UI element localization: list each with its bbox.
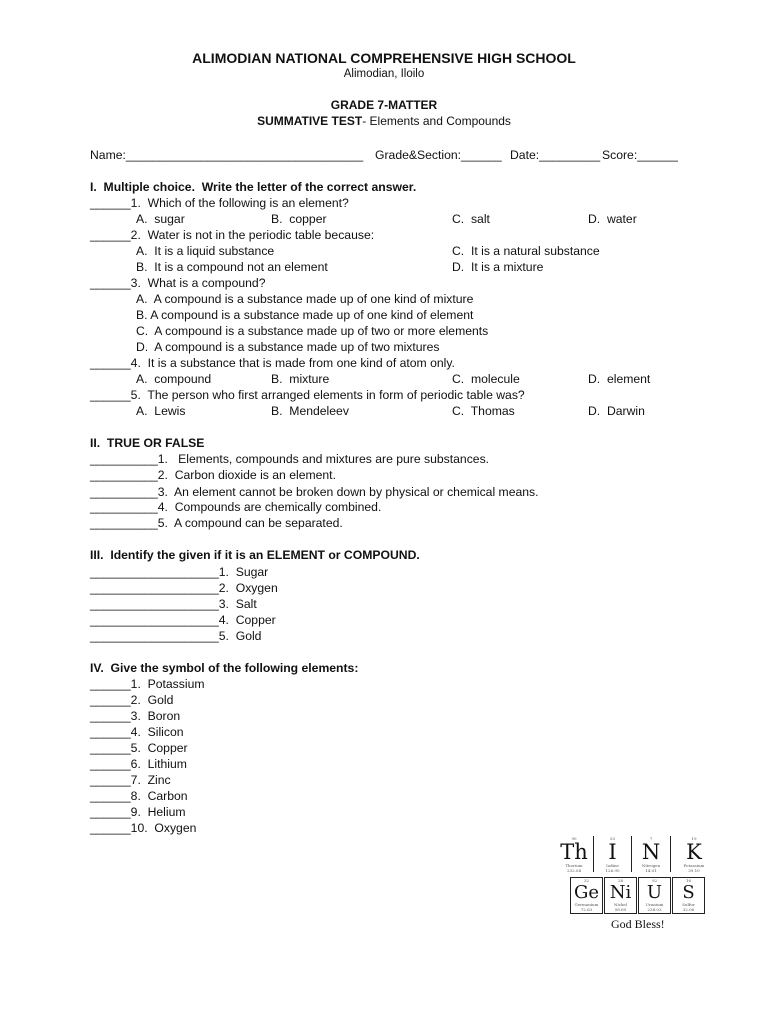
q2-option-d: D. It is a mixture	[452, 260, 544, 274]
symbol-item-4: ______4. Silicon	[90, 725, 184, 739]
part2-title: II. TRUE OR FALSE	[90, 436, 205, 450]
q4-option-b: B. mixture	[271, 372, 330, 386]
q5-option-b: B. Mendeleev	[271, 404, 349, 418]
part3-title: III. Identify the given if it is an ELEMENT or COMPOUND.	[90, 548, 420, 562]
logo-caption: God Bless!	[611, 917, 665, 931]
school-name: ALIMODIAN NATIONAL COMPREHENSIVE HIGH SCHOOL	[192, 50, 576, 66]
symbol-item-2: ______2. Gold	[90, 693, 174, 707]
q2-option-a: A. It is a liquid substance	[136, 244, 275, 258]
q4-option-a: A. compound	[136, 372, 212, 386]
q3-option-a: A. A compound is a substance made up of one kind of mixture	[136, 292, 474, 306]
symbol-item-6: ______6. Lithium	[90, 757, 187, 771]
identify-item-4: ___________________4. Copper	[90, 613, 276, 627]
test-title	[0, 114, 768, 128]
identify-item-3: ___________________3. Salt	[90, 597, 257, 611]
tf-item-2: __________2. Carbon dioxide is an element.	[90, 468, 336, 482]
q1-option-a: A. sugar	[136, 212, 185, 226]
q1-option-b: B. copper	[271, 212, 327, 226]
element-tile: 19 K Potassium 39.10	[683, 836, 705, 873]
q5-stem: ______5. The person who first arranged elements in form of periodic table was?	[90, 388, 525, 402]
q2-stem: ______2. Water is not in the periodic table because:	[90, 228, 375, 242]
q3-option-c: C. A compound is a substance made up of two or more elements	[136, 324, 489, 338]
element-tile: 16 S Sulfur 32.06	[672, 877, 705, 914]
q4-option-c: C. molecule	[452, 372, 520, 386]
part4-title: IV. Give the symbol of the following elements:	[90, 661, 359, 675]
name-field: Name:___________________________________	[90, 148, 364, 162]
think-genius-logo	[553, 836, 721, 936]
q1-option-c: C. salt	[452, 212, 490, 226]
tf-item-1: __________1. Elements, compounds and mixtures are pure substances.	[90, 452, 490, 466]
q5-option-d: D. Darwin	[588, 404, 645, 418]
test-title-bold: SUMMATIVE TEST	[257, 114, 363, 128]
symbol-item-1: ______1. Potassium	[90, 677, 205, 691]
q3-option-b: B. A compound is a substance made up of one kind of element	[136, 308, 474, 322]
test-title-rest: - Elements and Compounds	[362, 114, 511, 128]
symbol-item-5: ______5. Copper	[90, 741, 188, 755]
symbol-item-8: ______8. Carbon	[90, 789, 188, 803]
q1-option-d: D. water	[588, 212, 637, 226]
q3-option-d: D. A compound is a substance made up of two mixtures	[136, 340, 440, 354]
identify-item-2: ___________________2. Oxygen	[90, 581, 278, 595]
q5-option-a: A. Lewis	[136, 404, 186, 418]
grade-title: GRADE 7-MATTER	[330, 98, 438, 112]
date-field: Date:_________	[510, 148, 601, 162]
element-tile: 28 Ni Nickel 58.69	[604, 877, 637, 914]
symbol-item-7: ______7. Zinc	[90, 773, 171, 787]
q2-option-b: B. It is a compound not an element	[136, 260, 328, 274]
tf-item-5: __________5. A compound can be separated.	[90, 516, 343, 530]
identify-item-1: ___________________1. Sugar	[90, 565, 269, 579]
school-location: Alimodian, Iloilo	[343, 68, 425, 80]
grade-section-field: Grade&Section:______	[375, 148, 502, 162]
element-tile: 32 Ge Germanium 72.63	[570, 877, 603, 914]
q5-option-c: C. Thomas	[452, 404, 515, 418]
symbol-item-3: ______3. Boron	[90, 709, 181, 723]
q4-option-d: D. element	[588, 372, 651, 386]
identify-item-5: ___________________5. Gold	[90, 629, 262, 643]
q3-stem: ______3. What is a compound?	[90, 276, 266, 290]
element-tile: 7 N Nitrogen 14.01	[641, 836, 661, 873]
element-tile: 53 I Iodine 126.90	[605, 836, 620, 873]
part1-title: I. Multiple choice. Write the letter of the correct answer.	[90, 180, 417, 194]
tf-item-4: __________4. Compounds are chemically combined.	[90, 500, 382, 514]
q2-option-c: C. It is a natural substance	[452, 244, 600, 258]
element-tile: 92 U Uranium 238.03	[638, 877, 671, 914]
tf-item-3: __________3. An element cannot be broken down by physical or chemical means.	[90, 485, 539, 499]
q1-stem: ______1. Which of the following is an element?	[90, 196, 349, 210]
q4-stem: ______4. It is a substance that is made from one kind of atom only.	[90, 356, 455, 370]
symbol-item-9: ______9. Helium	[90, 805, 186, 819]
score-field: Score:______	[602, 148, 678, 162]
symbol-item-10: ______10. Oxygen	[90, 821, 197, 835]
element-tile: 90 Th Thorium 232.04	[560, 836, 588, 873]
